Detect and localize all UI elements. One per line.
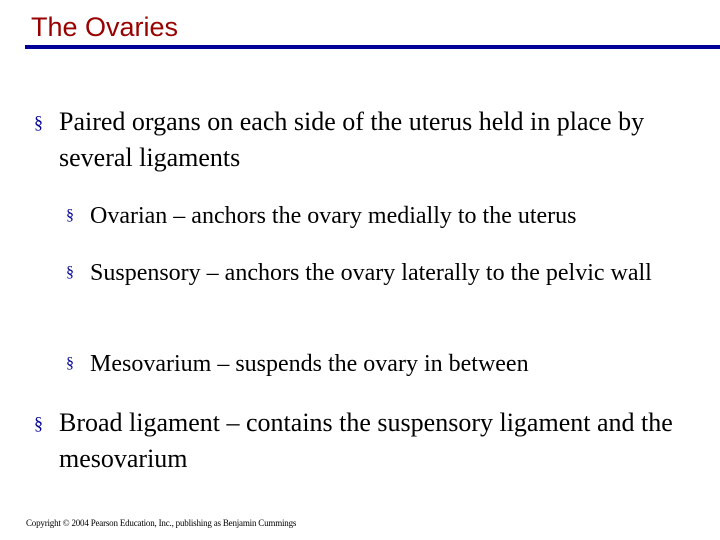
sub-bullet-text: Ovarian – anchors the ovary medially to the uterus: [90, 203, 577, 229]
sub-bullet-text: Mesovarium – suspends the ovary in between: [90, 351, 529, 377]
sub-bullet-marker-icon: §: [66, 355, 74, 372]
sub-bullet-marker-icon: §: [66, 264, 74, 281]
bullet-marker-icon: §: [34, 112, 43, 132]
sub-bullet-mesovarium: [66, 347, 696, 381]
bullet-marker-icon: §: [34, 413, 43, 433]
sub-bullet-marker-icon: §: [66, 207, 74, 224]
bullet-broad-ligament: [34, 405, 694, 477]
sub-bullet-suspensory: [66, 256, 696, 290]
bullet-text: Broad ligament – contains the suspensory ligament and the mesovarium: [59, 408, 673, 473]
title-underline: [25, 45, 720, 49]
slide-title: The Ovaries: [31, 12, 179, 42]
sub-bullet-text: Suspensory – anchors the ovary laterally to the pelvic wall: [90, 260, 652, 286]
bullet-text: Paired organs on each side of the uterus held in place by several ligaments: [59, 107, 645, 172]
sub-bullet-ovarian: [66, 199, 696, 233]
copyright-notice: Copyright © 2004 Pearson Education, Inc., publishing as Benjamin Cummings: [26, 518, 297, 528]
bullet-paired-organs: [34, 104, 694, 176]
